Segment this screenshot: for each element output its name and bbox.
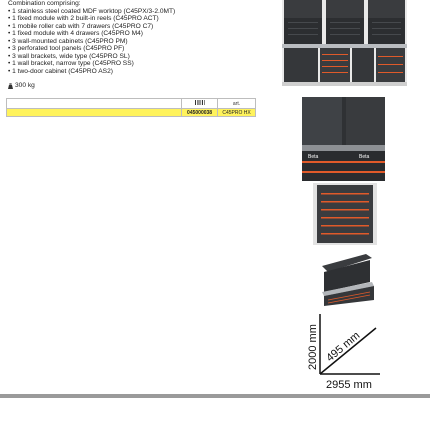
table-cell-desc [7,109,182,117]
spec-item: • 1 fixed module with 4 drawers (C45PRO M4) [8,30,143,37]
table-cell-art: C45PRO HX [218,109,256,117]
brand-logo: Beta [308,154,319,160]
article-table [6,98,256,117]
table-header-cell [7,99,182,109]
table-header-art: art. [218,99,256,109]
table-row [7,109,256,117]
brand-logo: Beta [359,154,370,160]
height-label: 2000 mm [307,324,319,370]
weight-value: 300 kg [15,82,35,89]
depth-label: 495 mm [324,329,363,365]
table-header-row [7,99,256,109]
spec-item: • 3 wall brackets, wide type (C45PRO SL) [8,52,130,60]
weight-info [8,82,35,89]
width-label: 2955 mm [326,379,372,391]
photo-combination [282,0,407,86]
spec-item: • 1 two-door cabinet (C45PRO AS2) [8,67,113,75]
spec-item: • 3 perforated tool panels (C45PRO PF) [8,45,125,52]
table-cell-code: 045000038 [182,109,218,117]
spec-item: • 1 fixed module with 2 built-in reels (C45PRO ACT) [8,15,159,22]
spec-heading: Combination comprising: [8,0,81,7]
photo-worktop-detail [302,97,385,181]
photo-perspective [318,248,376,308]
barcode-icon [195,100,205,105]
spec-item: • 1 mobile roller cab with 7 drawers (C45PRO C7) [8,22,154,30]
spec-item: • 1 wall bracket, narrow type (C45PRO SS) [8,60,134,67]
spec-item: • 1 stainless steel coated MDF worktop (C45PX/3-2.0MT) [8,7,176,15]
spec-item: • 3 wall-mounted cabinets (C45PRO PM) [8,37,128,45]
weight-icon [8,83,13,89]
spec-list [8,0,175,75]
dimensions-diagram [300,310,390,395]
table-header-code [182,99,218,109]
bottom-rule [0,394,430,398]
photo-drawers [313,183,377,245]
